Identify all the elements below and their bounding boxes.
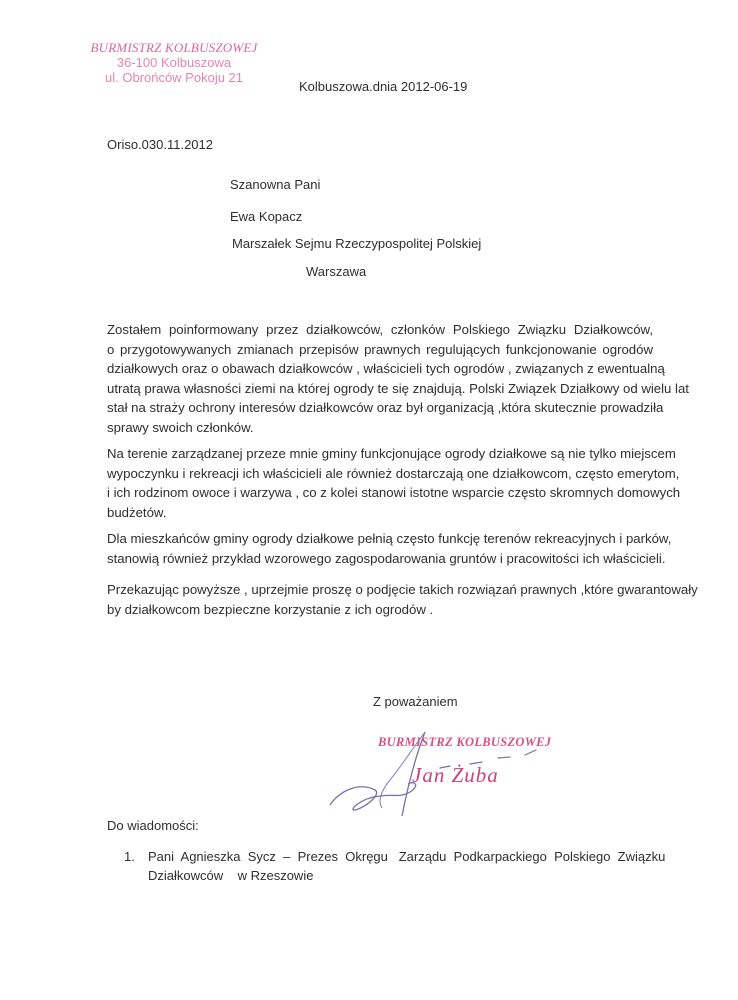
reference-number: Oriso.030.11.2012 (107, 137, 213, 152)
text-line: by działkowcom bezpieczne korzystanie z ich ogrodów . (107, 601, 434, 617)
stamp-title: BURMISTRZ KOLBUSZOWEJ (90, 40, 258, 55)
addressee-salutation: Szanowna Pani (230, 177, 321, 192)
text-line: stanowią również przykład wzorowego zagospodarowania gruntów i pracowitości ich właścicieli. (107, 550, 666, 566)
body-paragraph-2 (107, 444, 681, 522)
body-paragraph-1 (107, 320, 689, 437)
header-stamp (84, 40, 264, 85)
text-line: o przygotowywanych zmianach przepisów prawnych regulujących funkcjonowanie ogrodów (107, 341, 653, 357)
body-paragraph-4 (107, 580, 698, 619)
signature-stamp: BURMISTRZ KOLBUSZOWEJ (378, 735, 552, 749)
cc-item-line1: Pani Agnieszka Sycz – Prezes Okręgu Zarządu Podkarpackiego Polskiego Związku (148, 849, 666, 864)
date-line: Kolbuszowa.dnia 2012-06-19 (299, 79, 468, 94)
body-paragraph-3 (107, 529, 672, 568)
text-line: Na terenie zarządzanej przeze mnie gminy funkcjonujące ogrody działkowe są nie tylko miejscem (107, 446, 676, 461)
closing: Z poważaniem (373, 694, 458, 709)
text-line: i ich rodzinom owoce i warzywa , co z kolei stanowi istotne wsparcie często skromnych domowych (107, 485, 681, 500)
text-line: budżetów. (107, 504, 167, 520)
addressee-name: Ewa Kopacz (230, 209, 303, 224)
text-line: wypoczynku i rekreacji ich właścicieli ale również dostarczają one działkowcom, często emerytom, (107, 465, 680, 481)
stamp-postal: 36-100 Kolbuszowa (116, 55, 232, 70)
stamp-street: ul. Obrońców Pokoju 21 (104, 70, 244, 85)
text-line: Zostałem poinformowany przez działkowców, członków Polskiego Związku Działkowców, (107, 322, 653, 337)
addressee-city: Warszawa (306, 264, 367, 279)
cc-item-line2: Działkowców w Rzeszowie (148, 868, 314, 883)
text-line: utratą prawa własności ziemi na której ogrody te się znajdują. Polski Związek Działkowy od wielu lat (107, 380, 689, 396)
text-line: sprawy swoich członków. (107, 419, 254, 435)
text-line: Dla mieszkańców gminy ogrody działkowe pełnią często funkcję terenów rekreacyjnych i parków, (107, 531, 672, 546)
text-line: Przekazując powyższe , uprzejmie proszę o podjęcie takich rozwiązań prawnych ,które gwarantowały (107, 582, 698, 597)
handwritten-signature-icon (320, 720, 550, 820)
cc-item-number: 1. (124, 849, 135, 864)
text-line: działkowych oraz o obawach działkowców , właścicieli tych ogrodów , związanych z ewentualną (107, 361, 665, 376)
signature-name: Jan Żuba (412, 763, 499, 787)
cc-label: Do wiadomości: (107, 818, 199, 833)
text-line: stał na straży ochrony interesów działkowców oraz był organizacją ,która skutecznie prowadziła (107, 400, 664, 415)
addressee-position: Marszałek Sejmu Rzeczypospolitej Polskiej (232, 236, 482, 251)
